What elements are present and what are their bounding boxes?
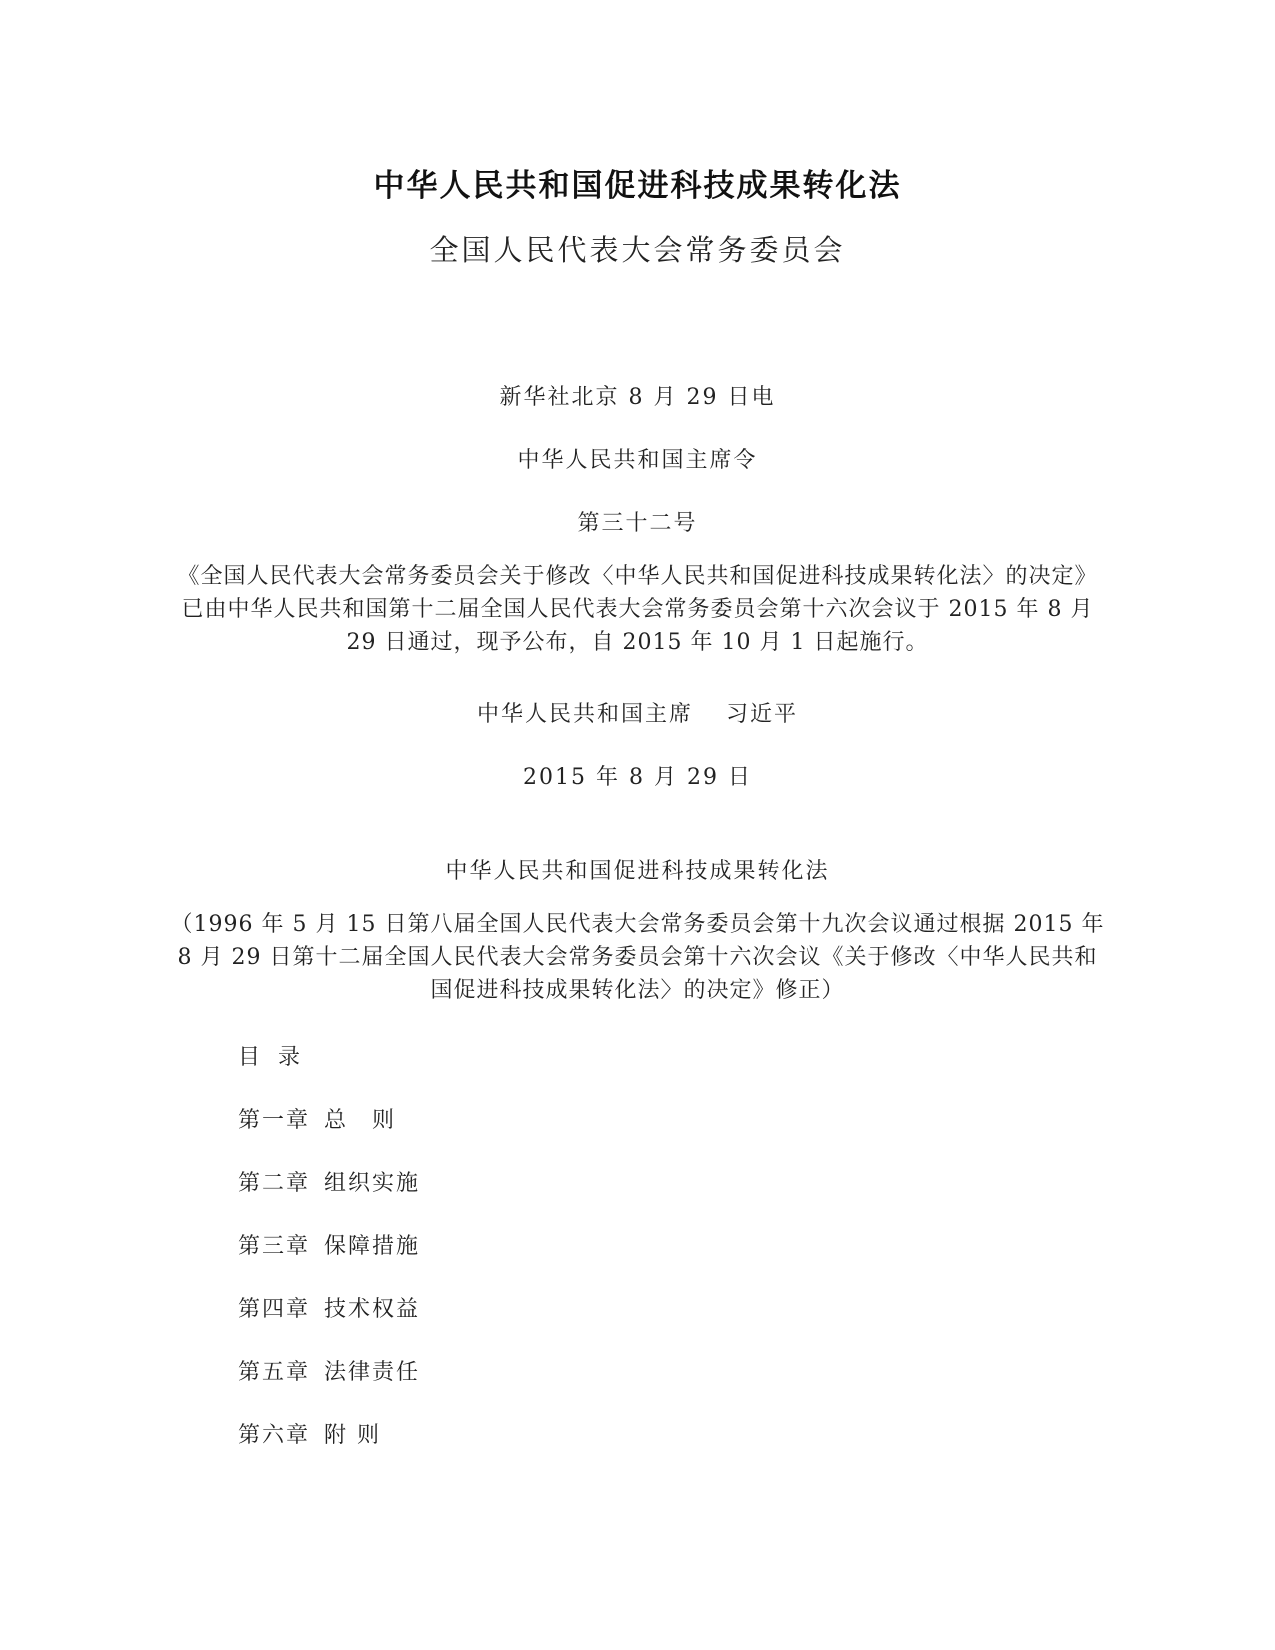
chapter-title: 附 则 [324,1423,381,1448]
chapter-title: 组织实施 [324,1171,421,1196]
announcement-paragraph: 《全国人民代表大会常务委员会关于修改〈中华人民共和国促进科技成果转化法〉的决定》已由中华人民共和国第十二届全国人民代表大会常务委员会第十六次会议于 2015 年 8 月 29 日通过，现予公布，自 2015 年 10 月 1 日起施行。 [177,564,1098,655]
chapter-title: 技术权益 [324,1297,421,1322]
chapter-number: 第三章 [238,1234,311,1259]
chapter-number: 第一章 [238,1108,311,1133]
toc-heading: 目录 [238,1045,319,1070]
toc-item-chapter-5 [238,1355,420,1418]
chapter-title: 保障措施 [324,1234,421,1259]
dateline: 新华社北京 8 月 29 日电 [499,385,776,410]
chapter-number: 第五章 [238,1360,311,1385]
law-title: 中华人民共和国促进科技成果转化法 [445,859,830,884]
chapter-number: 第四章 [238,1297,311,1322]
chapter-number: 第二章 [238,1171,311,1196]
signatory: 中华人民共和国主席 习近平 [477,702,798,727]
document-issuer: 全国人民代表大会常务委员会 [429,233,846,267]
chapter-title: 法律责任 [324,1360,421,1385]
toc-item-chapter-2 [238,1166,420,1229]
toc-item-chapter-6 [238,1418,420,1481]
toc-list [238,1103,420,1481]
order-title: 中华人民共和国主席令 [517,448,758,473]
chapter-number: 第六章 [238,1423,311,1448]
sign-date: 2015 年 8 月 29 日 [523,765,752,790]
order-number: 第三十二号 [577,511,698,536]
document-title: 中华人民共和国促进科技成果转化法 [373,168,902,204]
toc-item-chapter-3 [238,1229,420,1292]
toc-item-chapter-4 [238,1292,420,1355]
law-history-paragraph: （1996 年 5 月 15 日第八届全国人民代表大会常务委员会第十九次会议通过根据 2015 年 8 月 29 日第十二届全国人民代表大会常务委员会第十六次会议《关于修改〈中华人民共和国促进科技成果转化法〉的决定》修正） [170,912,1105,1003]
chapter-title: 总 则 [324,1108,397,1133]
toc-item-chapter-1 [238,1103,420,1166]
